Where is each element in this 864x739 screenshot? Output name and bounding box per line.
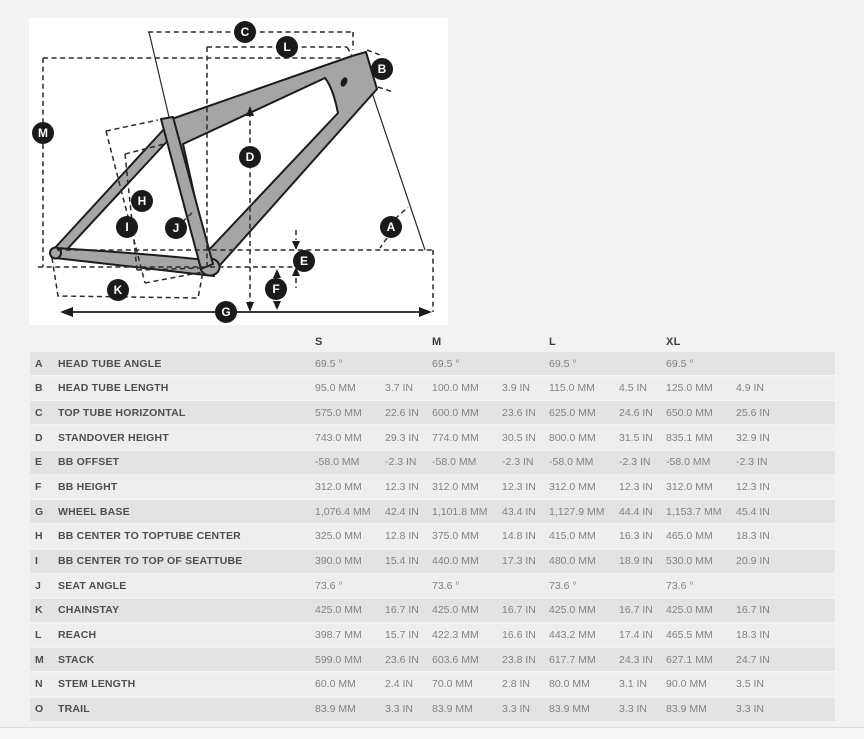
callout-k	[107, 279, 129, 301]
svg-text:J: J	[172, 221, 180, 235]
row-value: 440.0 MM	[432, 555, 479, 567]
callout-f	[265, 278, 287, 300]
row-value: 24.3 IN	[619, 653, 653, 666]
bike-frame	[50, 52, 377, 276]
row-label: TOP TUBE HORIZONTAL	[58, 406, 186, 419]
row-value: 16.7 IN	[502, 604, 536, 617]
row-value: 12.3 IN	[502, 480, 536, 493]
row-value: 743.0 MM	[315, 431, 362, 444]
row-value: 415.0 MM	[549, 530, 596, 543]
row-value: 69.5 °	[315, 357, 343, 370]
row-label: HEAD TUBE LENGTH	[58, 382, 169, 395]
row-value: 465.5 MM	[666, 629, 713, 642]
svg-text:H: H	[137, 194, 147, 208]
row-value: 12.3 IN	[619, 480, 653, 493]
table-row	[30, 698, 835, 721]
row-value: 599.0 MM	[315, 653, 362, 666]
row-value: 95.0 MM	[315, 382, 356, 395]
row-label: HEAD TUBE ANGLE	[58, 357, 162, 370]
row-label: WHEEL BASE	[58, 505, 130, 518]
row-value: 42.4 IN	[385, 505, 419, 518]
table-row	[30, 624, 835, 647]
row-label: CHAINSTAY	[58, 604, 120, 617]
row-label: TRAIL	[58, 703, 90, 716]
size-header-m: M	[432, 335, 442, 348]
row-label: SEAT ANGLE	[58, 579, 127, 592]
row-letter: D	[35, 431, 43, 444]
row-value: 44.4 IN	[619, 505, 653, 518]
row-value: 774.0 MM	[432, 431, 479, 444]
row-value: 14.8 IN	[502, 530, 536, 543]
row-value: 100.0 MM	[432, 382, 479, 395]
row-value: 480.0 MM	[549, 555, 596, 567]
row-value: 24.7 IN	[736, 653, 770, 666]
seatstay	[53, 128, 172, 258]
row-value: 18.3 IN	[736, 530, 770, 543]
callout-g	[215, 301, 237, 323]
row-value: 312.0 MM	[432, 480, 479, 493]
row-value: -58.0 MM	[549, 456, 594, 469]
callout-a	[380, 216, 402, 238]
row-label: BB CENTER TO TOPTUBE CENTER	[58, 530, 241, 543]
row-value: 23.8 IN	[502, 653, 536, 666]
row-value: 16.7 IN	[385, 604, 419, 617]
row-letter: B	[35, 382, 43, 395]
row-value: 43.4 IN	[502, 505, 536, 518]
row-letter: I	[35, 555, 38, 567]
table-row	[30, 648, 835, 671]
row-letter: K	[35, 604, 43, 617]
row-letter: A	[35, 357, 43, 370]
row-value: 23.6 IN	[502, 406, 536, 419]
row-value: 3.3 IN	[385, 703, 414, 716]
row-value: 425.0 MM	[432, 604, 479, 617]
row-label: STANDOVER HEIGHT	[58, 431, 169, 444]
row-value: 325.0 MM	[315, 530, 362, 543]
row-value: 83.9 MM	[666, 703, 707, 716]
row-value: 4.5 IN	[619, 382, 648, 395]
callout-e	[293, 250, 315, 272]
row-value: 73.6 °	[549, 579, 577, 592]
table-row	[30, 599, 835, 622]
row-value: 3.1 IN	[619, 678, 648, 691]
row-value: 16.6 IN	[502, 629, 536, 642]
svg-text:K: K	[113, 283, 123, 297]
svg-text:I: I	[125, 220, 129, 234]
row-value: -58.0 MM	[315, 456, 360, 469]
row-value: 23.6 IN	[385, 653, 419, 666]
size-header-s: S	[315, 335, 323, 348]
row-value: -2.3 IN	[619, 456, 651, 469]
row-value: 443.2 MM	[549, 629, 596, 642]
row-value: 69.5 °	[549, 357, 577, 370]
row-value: 69.5 °	[666, 357, 694, 370]
row-value: 312.0 MM	[315, 480, 362, 493]
row-label: STACK	[58, 653, 95, 666]
row-letter: O	[35, 703, 44, 716]
row-value: 16.7 IN	[736, 604, 770, 617]
row-value: -2.3 IN	[502, 456, 534, 469]
table-row	[30, 401, 835, 424]
callout-d	[239, 146, 261, 168]
bottom-strip	[0, 728, 864, 739]
row-value: 15.4 IN	[385, 555, 419, 567]
row-value: 1,076.4 MM	[315, 505, 371, 518]
callout-j	[165, 217, 187, 239]
size-header-row	[30, 331, 835, 352]
row-letter: C	[35, 406, 43, 419]
row-value: 90.0 MM	[666, 678, 707, 691]
svg-text:M: M	[38, 126, 48, 140]
row-value: 3.5 IN	[736, 678, 765, 691]
table-row	[30, 574, 835, 597]
row-value: 29.3 IN	[385, 431, 419, 444]
row-value: 3.9 IN	[502, 382, 531, 395]
row-value: 17.3 IN	[502, 555, 536, 567]
row-value: 312.0 MM	[666, 480, 713, 493]
row-value: 83.9 MM	[432, 703, 473, 716]
geometry-table-body	[30, 352, 835, 721]
callout-l	[276, 36, 298, 58]
row-value: 73.6 °	[666, 579, 694, 592]
bike-frame-svg	[29, 18, 448, 325]
rear-dropout	[50, 248, 61, 259]
row-value: 18.3 IN	[736, 629, 770, 642]
row-value: 73.6 °	[432, 579, 460, 592]
svg-text:C: C	[240, 25, 250, 39]
row-value: 31.5 IN	[619, 431, 653, 444]
row-value: 20.9 IN	[736, 555, 770, 567]
row-value: 16.7 IN	[619, 604, 653, 617]
table-row	[30, 475, 835, 498]
row-label: REACH	[58, 629, 97, 642]
row-value: 465.0 MM	[666, 530, 713, 543]
row-value: 83.9 MM	[315, 703, 356, 716]
row-label: STEM LENGTH	[58, 678, 136, 691]
row-value: -58.0 MM	[666, 456, 711, 469]
svg-text:A: A	[386, 220, 396, 234]
row-value: 3.3 IN	[619, 703, 648, 716]
size-header-xl: XL	[666, 335, 681, 348]
row-value: 627.1 MM	[666, 653, 713, 666]
row-value: 800.0 MM	[549, 431, 596, 444]
row-value: 4.9 IN	[736, 382, 765, 395]
row-value: 17.4 IN	[619, 629, 653, 642]
frame-geometry-diagram	[29, 18, 448, 325]
row-value: 575.0 MM	[315, 406, 362, 419]
callout-b	[371, 58, 393, 80]
row-value: 625.0 MM	[549, 406, 596, 419]
row-value: 425.0 MM	[666, 604, 713, 617]
geometry-table	[30, 331, 835, 721]
row-value: 73.6 °	[315, 579, 343, 592]
row-value: 3.3 IN	[736, 703, 765, 716]
row-value: 375.0 MM	[432, 530, 479, 543]
row-value: 2.8 IN	[502, 678, 531, 691]
callout-h	[131, 190, 153, 212]
row-value: 16.3 IN	[619, 530, 653, 543]
table-row	[30, 426, 835, 449]
svg-text:L: L	[283, 40, 291, 54]
row-letter: H	[35, 530, 43, 543]
row-value: 425.0 MM	[315, 604, 362, 617]
table-row	[30, 500, 835, 523]
callout-i	[116, 216, 138, 238]
row-value: 603.6 MM	[432, 653, 479, 666]
row-value: 1,101.8 MM	[432, 505, 488, 518]
svg-text:B: B	[377, 62, 387, 76]
svg-text:F: F	[272, 282, 280, 296]
row-value: -58.0 MM	[432, 456, 477, 469]
row-value: 312.0 MM	[549, 480, 596, 493]
callout-c	[234, 21, 256, 43]
row-value: 12.3 IN	[736, 480, 770, 493]
row-value: 22.6 IN	[385, 406, 419, 419]
row-value: 12.3 IN	[385, 480, 419, 493]
row-value: 390.0 MM	[315, 555, 362, 567]
row-value: 83.9 MM	[549, 703, 590, 716]
row-value: 650.0 MM	[666, 406, 713, 419]
row-value: 18.9 IN	[619, 555, 653, 567]
row-value: -2.3 IN	[385, 456, 417, 469]
row-value: 422.3 MM	[432, 629, 479, 642]
row-value: 70.0 MM	[432, 678, 473, 691]
row-label: BB HEIGHT	[58, 480, 118, 493]
row-value: 30.5 IN	[502, 431, 536, 444]
row-value: 12.8 IN	[385, 530, 419, 543]
row-value: 24.6 IN	[619, 406, 653, 419]
row-letter: N	[35, 678, 43, 691]
row-value: 69.5 °	[432, 357, 460, 370]
callout-m	[32, 122, 54, 144]
row-value: 2.4 IN	[385, 678, 414, 691]
svg-text:D: D	[245, 150, 255, 164]
svg-text:G: G	[221, 305, 231, 319]
row-letter: J	[35, 579, 41, 592]
row-value: 60.0 MM	[315, 678, 356, 691]
table-row	[30, 525, 835, 548]
row-value: 617.7 MM	[549, 653, 596, 666]
row-value: 398.7 MM	[315, 629, 362, 642]
table-row	[30, 352, 835, 375]
row-value: 1,127.9 MM	[549, 505, 605, 518]
row-value: 125.0 MM	[666, 382, 713, 395]
row-value: 115.0 MM	[549, 382, 595, 395]
row-letter: L	[35, 629, 42, 642]
table-row	[30, 451, 835, 474]
row-value: 3.7 IN	[385, 382, 414, 395]
row-value: 45.4 IN	[736, 505, 770, 518]
row-letter: M	[35, 653, 44, 666]
row-letter: E	[35, 456, 43, 469]
row-value: 835.1 MM	[666, 431, 713, 444]
row-value: 3.3 IN	[502, 703, 531, 716]
row-label: BB CENTER TO TOP OF SEATTUBE	[58, 555, 243, 567]
row-letter: G	[35, 505, 44, 518]
svg-text:E: E	[299, 254, 309, 268]
row-value: 1,153.7 MM	[666, 505, 722, 518]
row-value: 530.0 MM	[666, 555, 713, 567]
row-value: 15.7 IN	[385, 629, 419, 642]
row-value: -2.3 IN	[736, 456, 768, 469]
size-header-l: L	[549, 335, 557, 348]
table-row	[30, 673, 835, 696]
table-row	[30, 550, 835, 573]
row-label: BB OFFSET	[58, 456, 120, 469]
row-value: 25.6 IN	[736, 406, 770, 419]
row-value: 32.9 IN	[736, 431, 770, 444]
row-value: 80.0 MM	[549, 678, 590, 691]
table-row	[30, 377, 835, 400]
row-value: 600.0 MM	[432, 406, 479, 419]
row-letter: F	[35, 480, 42, 493]
row-value: 425.0 MM	[549, 604, 596, 617]
